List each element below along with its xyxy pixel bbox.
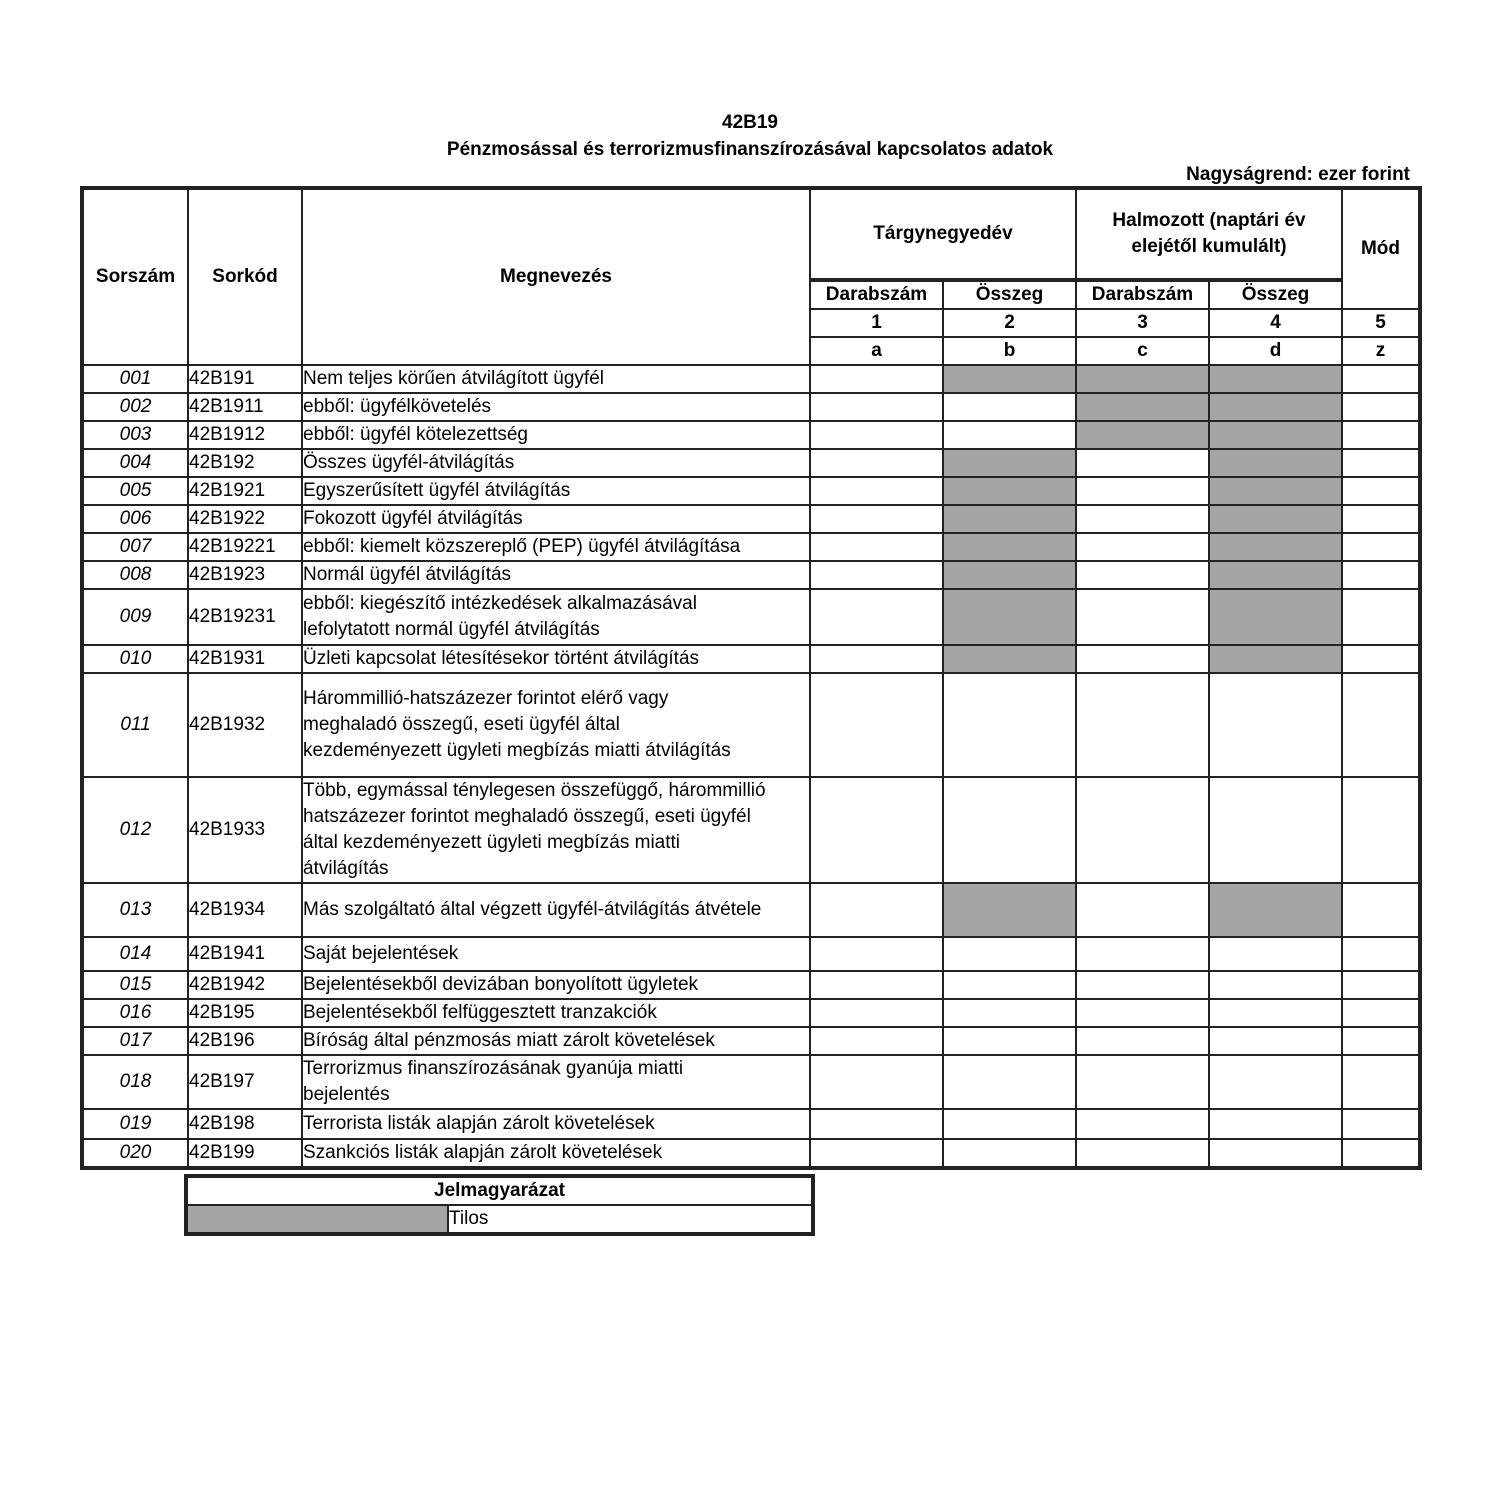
row-name: Bejelentésekből devizában bonyolított ügyletek (302, 971, 810, 999)
row-name: Normál ügyfél átvilágítás (302, 561, 810, 589)
forbidden-cell (1209, 449, 1342, 477)
forbidden-cell (943, 645, 1076, 673)
col-header-sorszam: Sorszám (82, 188, 188, 365)
forbidden-cell (943, 561, 1076, 589)
forbidden-cell (943, 449, 1076, 477)
col-header-halmozott: Halmozott (naptári év elejétől kumulált) (1076, 188, 1342, 280)
row-code: 42B1921 (188, 477, 302, 505)
row-name: Szankciós listák alapján zárolt követelések (302, 1139, 810, 1168)
row-code: 42B198 (188, 1109, 302, 1139)
table-row (82, 561, 1420, 589)
input-cell[interactable] (943, 1027, 1076, 1055)
row-serial: 008 (82, 561, 188, 589)
row-code: 42B1932 (188, 673, 302, 777)
row-name: Terrorista listák alapján zárolt követelések (302, 1109, 810, 1139)
input-cell[interactable] (1076, 645, 1209, 673)
input-cell[interactable] (1076, 561, 1209, 589)
input-cell[interactable] (1342, 393, 1420, 421)
col-number: 5 (1342, 309, 1420, 337)
input-cell[interactable] (1342, 421, 1420, 449)
input-cell[interactable] (943, 673, 1076, 777)
input-cell[interactable] (1342, 533, 1420, 561)
forbidden-cell (1209, 589, 1342, 645)
row-serial: 019 (82, 1109, 188, 1139)
row-name: ebből: ügyfél kötelezettség (302, 421, 810, 449)
row-serial: 015 (82, 971, 188, 999)
table-row (82, 937, 1420, 971)
input-cell[interactable] (1209, 999, 1342, 1027)
input-cell[interactable] (810, 393, 943, 421)
form-title: Pénzmosással és terrorizmusfinanszírozásával kapcsolatos adatok (446, 139, 1054, 160)
row-serial: 006 (82, 505, 188, 533)
row-serial: 011 (82, 673, 188, 777)
col-header-osszeg-2: Összeg (1209, 280, 1342, 309)
input-cell[interactable] (810, 589, 943, 645)
input-cell[interactable] (1209, 937, 1342, 971)
input-cell[interactable] (1076, 589, 1209, 645)
row-code: 42B1922 (188, 505, 302, 533)
input-cell[interactable] (1209, 1027, 1342, 1055)
input-cell[interactable] (1342, 883, 1420, 937)
input-cell[interactable] (810, 533, 943, 561)
input-cell[interactable] (810, 1139, 943, 1168)
row-code: 42B1942 (188, 971, 302, 999)
row-code: 42B1923 (188, 561, 302, 589)
row-name: Saját bejelentések (302, 937, 810, 971)
forbidden-cell (1209, 421, 1342, 449)
forbidden-cell (1209, 505, 1342, 533)
input-cell[interactable] (1076, 1109, 1209, 1139)
table-row (82, 777, 1420, 883)
input-cell[interactable] (1209, 673, 1342, 777)
row-name: Egyszerűsített ügyfél átvilágítás (302, 477, 810, 505)
input-cell[interactable] (1342, 777, 1420, 883)
data-table (80, 186, 1422, 1170)
legend (184, 1174, 815, 1236)
table-row (82, 589, 1420, 645)
row-serial: 018 (82, 1055, 188, 1109)
row-code: 42B197 (188, 1055, 302, 1109)
col-header-targynegyedev: Tárgynegyedév (810, 188, 1076, 280)
forbidden-cell (1076, 365, 1209, 393)
input-cell[interactable] (1342, 561, 1420, 589)
input-cell[interactable] (810, 645, 943, 673)
forbidden-cell (943, 505, 1076, 533)
col-number: 3 (1076, 309, 1209, 337)
col-letter: z (1342, 337, 1420, 365)
row-serial: 003 (82, 421, 188, 449)
col-header-megnevezes: Megnevezés (302, 188, 810, 365)
row-serial: 005 (82, 477, 188, 505)
input-cell[interactable] (1076, 1139, 1209, 1168)
input-cell[interactable] (1076, 505, 1209, 533)
input-cell[interactable] (810, 999, 943, 1027)
row-code: 42B192 (188, 449, 302, 477)
input-cell[interactable] (1342, 1055, 1420, 1109)
forbidden-cell (943, 477, 1076, 505)
row-name: ebből: kiemelt közszereplő (PEP) ügyfél átvilágítása (302, 533, 810, 561)
input-cell[interactable] (810, 777, 943, 883)
input-cell[interactable] (810, 937, 943, 971)
col-letter: a (810, 337, 943, 365)
row-name: Terrorizmus finanszírozásának gyanúja miatti bejelentés (302, 1055, 810, 1109)
input-cell[interactable] (1076, 673, 1209, 777)
input-cell[interactable] (810, 449, 943, 477)
table-row (82, 1139, 1420, 1168)
row-name: ebből: kiegészítő intézkedések alkalmazásával lefolytatott normál ügyfél átvilágítás (302, 589, 810, 645)
input-cell[interactable] (810, 1027, 943, 1055)
input-cell[interactable] (1209, 777, 1342, 883)
input-cell[interactable] (810, 421, 943, 449)
unit-label: Nagyságrend: ezer forint (1186, 164, 1410, 185)
row-name: Fokozott ügyfél átvilágítás (302, 505, 810, 533)
row-code: 42B1934 (188, 883, 302, 937)
input-cell[interactable] (810, 673, 943, 777)
input-cell[interactable] (1342, 1139, 1420, 1168)
forbidden-cell (1209, 645, 1342, 673)
col-number: 2 (943, 309, 1076, 337)
row-name: Hárommillió-hatszázezer forintot elérő vagy meghaladó összegű, eseti ügyfél által kezdeményezett ügyleti megbízás miatti átvilágítás (302, 673, 810, 777)
col-letter: c (1076, 337, 1209, 365)
row-serial: 014 (82, 937, 188, 971)
forbidden-cell (1209, 477, 1342, 505)
input-cell[interactable] (810, 1109, 943, 1139)
table-row (82, 477, 1420, 505)
forbidden-cell (1209, 365, 1342, 393)
input-cell[interactable] (943, 1109, 1076, 1139)
col-letter: b (943, 337, 1076, 365)
input-cell[interactable] (1076, 1027, 1209, 1055)
input-cell[interactable] (1076, 937, 1209, 971)
input-cell[interactable] (1076, 477, 1209, 505)
col-header-osszeg-1: Összeg (943, 280, 1076, 309)
table-row (82, 393, 1420, 421)
forbidden-cell (1076, 393, 1209, 421)
input-cell[interactable] (943, 937, 1076, 971)
col-header-darabszam-1: Darabszám (810, 280, 943, 309)
col-header-darabszam-2: Darabszám (1076, 280, 1209, 309)
table-row (82, 971, 1420, 999)
input-cell[interactable] (1342, 365, 1420, 393)
row-serial: 017 (82, 1027, 188, 1055)
table-row (82, 449, 1420, 477)
table-row (82, 533, 1420, 561)
forbidden-cell (943, 365, 1076, 393)
table-row (82, 645, 1420, 673)
input-cell[interactable] (943, 999, 1076, 1027)
input-cell[interactable] (1076, 533, 1209, 561)
table-row (82, 1055, 1420, 1109)
input-cell[interactable] (810, 505, 943, 533)
input-cell[interactable] (943, 421, 1076, 449)
input-cell[interactable] (1342, 1109, 1420, 1139)
forbidden-cell (1209, 393, 1342, 421)
input-cell[interactable] (943, 1055, 1076, 1109)
row-name: Bíróság által pénzmosás miatt zárolt követelések (302, 1027, 810, 1055)
forbidden-cell (1209, 561, 1342, 589)
row-serial: 013 (82, 883, 188, 937)
input-cell[interactable] (1342, 999, 1420, 1027)
input-cell[interactable] (1209, 1109, 1342, 1139)
row-code: 42B191 (188, 365, 302, 393)
table-row (82, 365, 1420, 393)
forbidden-cell (943, 883, 1076, 937)
input-cell[interactable] (810, 883, 943, 937)
input-cell[interactable] (810, 971, 943, 999)
forbidden-cell (1076, 421, 1209, 449)
row-serial: 020 (82, 1139, 188, 1168)
forbidden-cell (1209, 533, 1342, 561)
table-row (82, 1027, 1420, 1055)
row-name: Összes ügyfél-átvilágítás (302, 449, 810, 477)
row-serial: 007 (82, 533, 188, 561)
legend-label: Tilos (448, 1205, 813, 1234)
row-name: Más szolgáltató által végzett ügyfél-átvilágítás átvétele (302, 883, 810, 937)
input-cell[interactable] (943, 777, 1076, 883)
input-cell[interactable] (1342, 589, 1420, 645)
row-code: 42B19221 (188, 533, 302, 561)
input-cell[interactable] (1076, 999, 1209, 1027)
table-row (82, 673, 1420, 777)
col-letter: d (1209, 337, 1342, 365)
legend-title: Jelmagyarázat (186, 1176, 813, 1205)
table-row (82, 1109, 1420, 1139)
input-cell[interactable] (1209, 1139, 1342, 1168)
row-serial: 001 (82, 365, 188, 393)
input-cell[interactable] (1342, 673, 1420, 777)
col-header-sorkod: Sorkód (188, 188, 302, 365)
input-cell[interactable] (943, 393, 1076, 421)
row-serial: 002 (82, 393, 188, 421)
row-name: Több, egymással ténylegesen összefüggő, hárommillió hatszázezer forintot meghaladó összegű, eseti ügyfél által kezdeményezett ügyleti megbízás miatti átvilágítás (302, 777, 810, 883)
forbidden-cell (943, 533, 1076, 561)
row-code: 42B195 (188, 999, 302, 1027)
input-cell[interactable] (1076, 971, 1209, 999)
row-name: Üzleti kapcsolat létesítésekor történt átvilágítás (302, 645, 810, 673)
table-row (82, 505, 1420, 533)
row-code: 42B1941 (188, 937, 302, 971)
input-cell[interactable] (1209, 1055, 1342, 1109)
col-number: 4 (1209, 309, 1342, 337)
input-cell[interactable] (1342, 449, 1420, 477)
input-cell[interactable] (1076, 449, 1209, 477)
input-cell[interactable] (810, 561, 943, 589)
input-cell[interactable] (1076, 777, 1209, 883)
table-row (82, 883, 1420, 937)
col-number: 1 (810, 309, 943, 337)
input-cell[interactable] (1209, 971, 1342, 999)
legend-swatch (186, 1205, 448, 1234)
input-cell[interactable] (1076, 1055, 1209, 1109)
input-cell[interactable] (1342, 505, 1420, 533)
input-cell[interactable] (1342, 477, 1420, 505)
input-cell[interactable] (1342, 1027, 1420, 1055)
forbidden-cell (1209, 883, 1342, 937)
row-serial: 010 (82, 645, 188, 673)
row-name: Bejelentésekből felfüggesztett tranzakciók (302, 999, 810, 1027)
form-code: 42B19 (722, 112, 778, 133)
row-serial: 004 (82, 449, 188, 477)
input-cell[interactable] (1076, 883, 1209, 937)
input-cell[interactable] (1342, 937, 1420, 971)
input-cell[interactable] (943, 971, 1076, 999)
row-serial: 012 (82, 777, 188, 883)
row-code: 42B19231 (188, 589, 302, 645)
row-code: 42B1912 (188, 421, 302, 449)
input-cell[interactable] (810, 1055, 943, 1109)
row-code: 42B199 (188, 1139, 302, 1168)
table-row (82, 999, 1420, 1027)
row-serial: 009 (82, 589, 188, 645)
row-code: 42B1931 (188, 645, 302, 673)
row-name: ebből: ügyfélkövetelés (302, 393, 810, 421)
row-code: 42B196 (188, 1027, 302, 1055)
input-cell[interactable] (810, 477, 943, 505)
row-code: 42B1933 (188, 777, 302, 883)
input-cell[interactable] (810, 365, 943, 393)
table-row (82, 421, 1420, 449)
row-serial: 016 (82, 999, 188, 1027)
row-code: 42B1911 (188, 393, 302, 421)
forbidden-cell (943, 589, 1076, 645)
row-name: Nem teljes körűen átvilágított ügyfél (302, 365, 810, 393)
col-header-mod: Mód (1342, 188, 1420, 309)
input-cell[interactable] (943, 1139, 1076, 1168)
input-cell[interactable] (1342, 645, 1420, 673)
input-cell[interactable] (1342, 971, 1420, 999)
